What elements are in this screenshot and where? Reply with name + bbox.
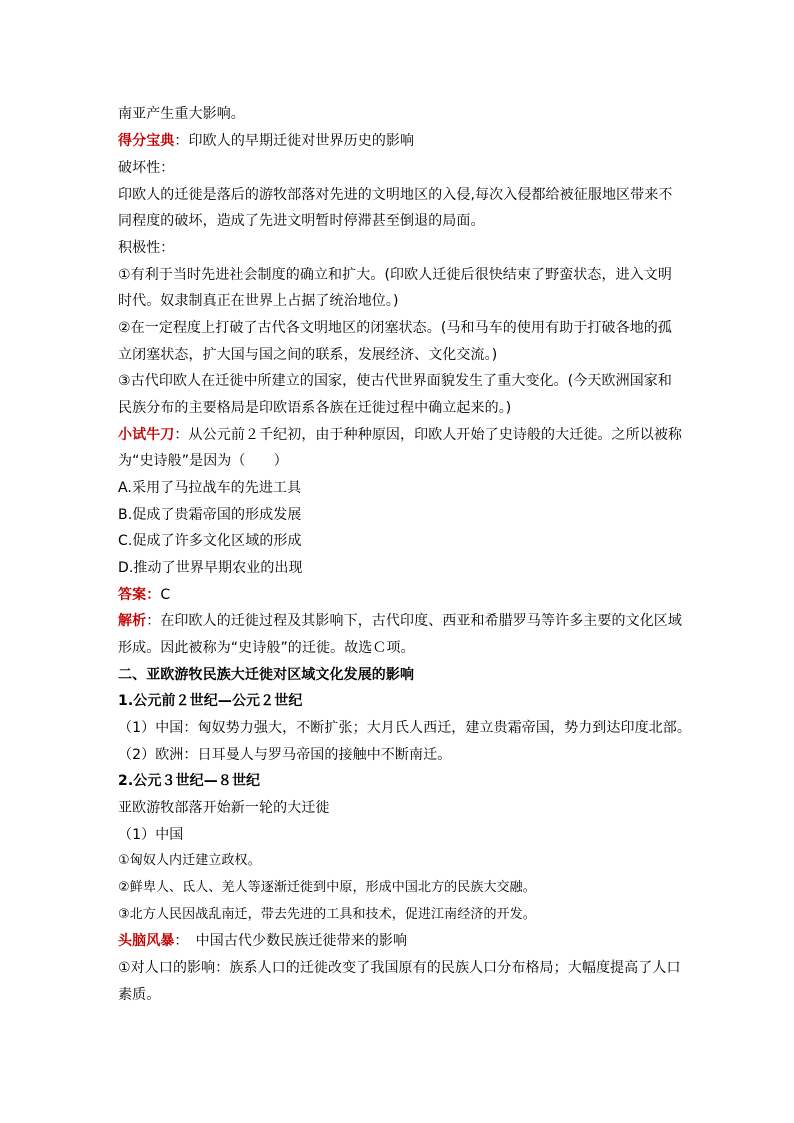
answer-label: 答案：	[118, 587, 161, 603]
positive-point-3b: 民族分布的主要格局是印欧语系各族在迁徙过程中确立起来的。)	[118, 400, 512, 416]
subsection-2-china-1: ①匈奴人内迁建立政权。	[118, 853, 261, 868]
subsection-1-heading: 1.公元前２世纪—公元２世纪	[118, 693, 303, 709]
tip-title: 印欧人的早期迁徙对世界历史的影响	[188, 133, 415, 149]
subsection-2-china-3: ③北方人民因战乱南迁，带去先进的工具和技术，促进江南经济的开发。	[118, 907, 536, 922]
analysis-label: 解析	[118, 613, 147, 629]
brainstorm-heading	[118, 932, 407, 950]
answer-value: C	[160, 587, 171, 603]
intro-text: 南亚产生重大影响。	[118, 106, 245, 122]
tip-label: 得分宝典	[118, 133, 175, 149]
quiz-option-d: D.推动了世界早期农业的出现	[118, 560, 303, 576]
positive-point-2a: ②在一定程度上打破了古代各文明地区的闭塞状态。(马和马车的使用有助于打破各地的孤	[118, 320, 673, 336]
destructive-text-2: 同程度的破坏，造成了先进文明暂时停滞甚至倒退的局面。	[118, 213, 485, 229]
tip-colon: ：	[174, 133, 189, 149]
quiz-stem-text: 从公元前２千纪初，由于种种原因，印欧人开始了史诗般的大迁徙。之所以被称	[188, 427, 683, 443]
subsection-1-item-1: （1）中国：匈奴势力强大，不断扩张；大月氏人西迁，建立贵霜帝国，势力到达印度北部。	[118, 720, 692, 736]
brainstorm-colon: ：	[174, 933, 182, 949]
quiz-stem-1	[118, 426, 682, 444]
positive-label: 积极性：	[118, 240, 175, 256]
quiz-option-b: B.促成了贵霜帝国的形成发展	[118, 507, 302, 523]
positive-point-2b: 立闭塞状态，扩大国与国之间的联系，发展经济、文化交流。)	[118, 347, 498, 363]
tip-heading	[118, 132, 414, 150]
brainstorm-title: 中国古代少数民族迁徙带来的影响	[181, 933, 408, 949]
quiz-analysis-1	[118, 612, 682, 630]
brainstorm-text-2: 素质。	[118, 987, 161, 1003]
quiz-option-a: A.采用了马拉战车的先进工具	[118, 480, 302, 496]
positive-point-3a: ③古代印欧人在迁徙中所建立的国家，使古代世界面貌发生了重大变化。(今天欧洲国家和	[118, 373, 673, 389]
subsection-2-heading: 2.公元３世纪—８世纪	[118, 773, 261, 789]
quiz-analysis-2: 形成。因此被称为“史诗般”的迁徙。故选Ｃ项。	[118, 640, 415, 656]
subsection-2-china-2: ②鲜卑人、氐人、羌人等逐渐迁徙到中原，形成中国北方的民族大交融。	[118, 880, 536, 895]
analysis-text: 在印欧人的迁徙过程及其影响下，古代印度、西亚和希腊罗马等许多主要的文化区域	[160, 613, 683, 629]
quiz-label: 小试牛刀	[118, 427, 175, 443]
quiz-option-c: C.促成了许多文化区域的形成	[118, 533, 302, 549]
destructive-label: 破坏性：	[118, 160, 175, 176]
positive-point-1a: ①有利于当时先进社会制度的确立和扩大。(印欧人迁徙后很快结束了野蛮状态，进入文明	[118, 267, 673, 283]
brainstorm-text-1: ①对人口的影响：族系人口的迁徙改变了我国原有的民族人口分布格局；大幅度提高了人口	[118, 960, 681, 976]
subsection-2-china: （1）中国	[118, 827, 184, 843]
subsection-2-intro: 亚欧游牧部落开始新一轮的大迁徙	[118, 800, 330, 816]
destructive-text-1: 印欧人的迁徙是落后的游牧部落对先进的文明地区的入侵,每次入侵都给被征服地区带来不	[118, 187, 673, 203]
section-heading: 二、亚欧游牧民族大迁徙对区域文化发展的影响	[118, 667, 415, 683]
brainstorm-label: 头脑风暴	[118, 933, 175, 949]
positive-point-1b: 时代。奴隶制真正在世界上占据了统治地位。)	[118, 293, 399, 309]
quiz-stem-2: 为“史诗般”是因为（ ）	[118, 453, 288, 469]
subsection-1-item-2: （2）欧洲：日耳曼人与罗马帝国的接触中不断南迁。	[118, 747, 452, 763]
quiz-colon: ：	[174, 427, 189, 443]
analysis-colon: ：	[146, 613, 161, 629]
quiz-answer	[118, 586, 170, 604]
